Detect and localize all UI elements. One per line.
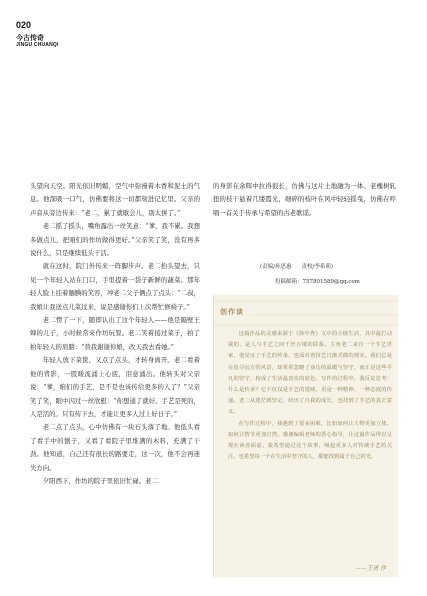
paragraph: 就在这时，院门外传来一阵脚步声。老二抬头望去，只见一个年轻人站在门口，手里提着一袋子新鲜的蔬菜。那年轻人脸上挂着腼腆的笑容，冲老二父子俩点了点头：“二叔，我娘让我送点儿菜过来，说是感谢你们上次帮忙修椅子。” [30, 262, 200, 311]
magazine-subtitle: JINGU CHUANQI [16, 42, 59, 48]
submission-email: 投稿邮箱：757801589@qq.com [275, 279, 360, 285]
paragraph: 老二点了点头，心中仿佛有一块石头落了地。他低头看了看手中的刨子，又看了看院子里堆满的木料，充满了干劲。他知道，自己还有很长的路要走，这一次，他不会再迷失方向。 [30, 423, 200, 472]
paragraph: 老二摇了摇头，嘴角露出一丝笑意：“爹，我不累。我想多做点儿，把咱们的作坊做得更好。”父亲笑了笑，没有再多说什么，只是继续低头干活。 [30, 222, 200, 258]
page-number: 020 [16, 20, 32, 30]
magazine-title: 今古传奇 [16, 33, 44, 42]
notes-paragraph: 在写作过程中，我遇到了很多困难，比如如何让人物更加立体，如何让情节更加自然。感谢编辑老师的悉心指导，让这篇作品得以呈现在读者面前。我希望通过这个故事，唤起更多人对传统手艺的关注，也希望每一个在生活中坚守的人，都能找到属于自己的光。 [228, 420, 392, 461]
author-signature: ——王勇 作 [355, 566, 386, 572]
section-tag: 创作谈 [220, 307, 244, 316]
editor-credit [260, 262, 333, 270]
paragraph: 夕阳西下，作坊的院子里依旧忙碌。老二 [42, 476, 158, 485]
author-notes-text [228, 329, 392, 463]
paragraph: 头望向天空。阳光依旧明媚，空气中弥漫着木香和泥土的气息。他深吸一口气，仿佛要将这一切都刻进记忆里。父亲的声音从旁边传来：“老二，累了就歇会儿，别太拼了。” [30, 182, 200, 217]
right-text-column [213, 180, 396, 220]
paragraph: 年轻人放下菜筐，又点了点头，才转身离开。老二看着他的背影，一股暖流涌上心底，泪意涌出。他转头对父亲说：“爹，咱们的手艺，是不是也该传给更多的人了？”父亲笑了笑，眼中闪过一丝欣慰：“你想通了就好。手艺是死的，人是活的。只有传下去，才能让更多人过上好日子。” [30, 356, 200, 418]
notes-paragraph: 这篇作品的灵感来源于《徐中秀》文中的小镇生活，其中最打动我的，是人与手艺之间千丝万缕的联系。主角老二来自一个手艺世家，他见证了手艺的传承，也面对着技艺日渐式微的现实。我们总是在追寻远方的风景，却常常忽略了身边的温暖与坚守，而正是这些平凡的坚守，构成了生活最真实的底色。写作的过程中，我反复思考：什么是传承？它不仅仅是手艺的延续，更是一种精神、一种态度的传递。老二从迷茫到坚定，经历了自我的成长，也找到了手艺的真正意义。 [228, 331, 392, 416]
left-text-column [30, 180, 200, 488]
paragraph: 的身影在余晖中拉得很长，仿佛与这片土地融为一体。老槐树轧扭的枝干悬着几缕霞光，细碎的枝叶在风中轻轻摇曳，仿佛在哼唱一首关于传承与希望的古老歌谣。 [213, 182, 396, 217]
paragraph: 老二愣了一下，随即认出了这个年轻人——他是隔壁王婶的儿子，小时候常来作坊玩耍。老二笑着接过菜子，拍了拍年轻人的肩膀：“替我谢谢你娘，改天我去看她。” [30, 316, 200, 351]
proofreader-label: 责校/李希萌) [301, 264, 333, 270]
author-notes-box [213, 295, 398, 577]
editor-label: (责编/孙思惠 [260, 264, 292, 270]
